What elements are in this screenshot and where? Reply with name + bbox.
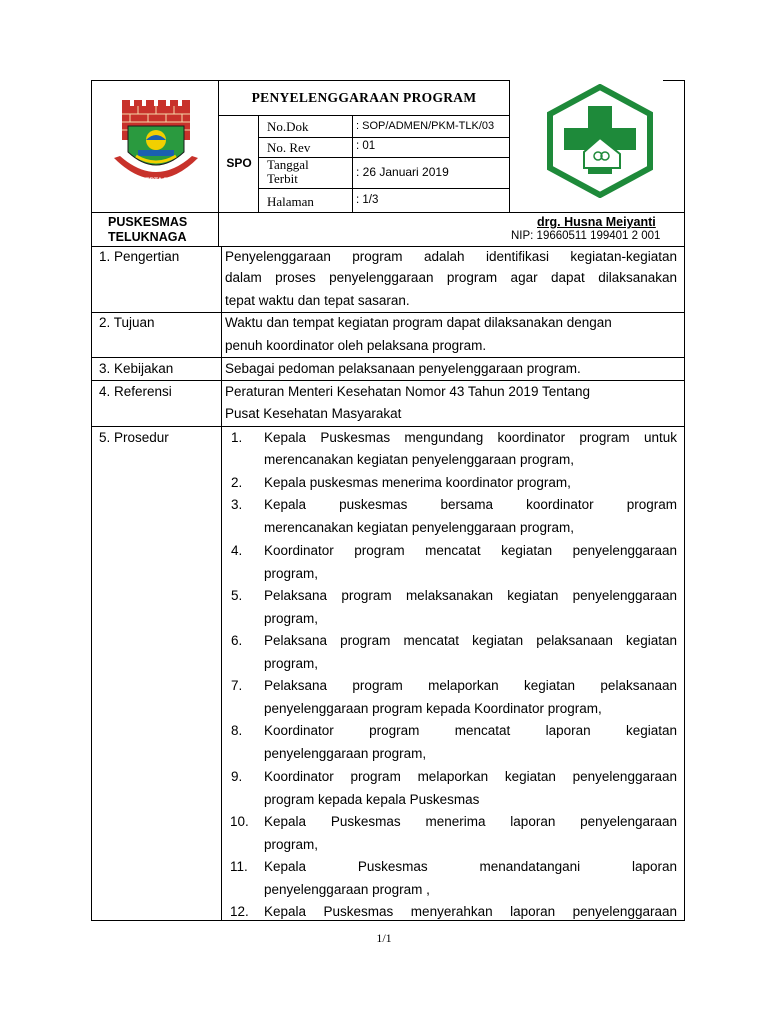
step-line: Pelaksana program mencatat kegiatan pelaksanaan kegiatan xyxy=(264,633,677,648)
divider-h-title xyxy=(218,115,509,116)
meta-value-no-rev: : 01 xyxy=(356,140,376,152)
step-number: 9. xyxy=(231,769,243,784)
pengertian-line-3: tepat waktu dan tepat sasaran. xyxy=(225,293,410,308)
pengertian-line-2: dalam proses penyelenggaraan program agar dapat dilaksanakan xyxy=(225,270,677,285)
tujuan-line-2: penuh koordinator oleh pelaksana program. xyxy=(225,338,487,353)
step-number: 10. xyxy=(230,814,249,829)
section-label-referensi: 4. Referensi xyxy=(99,384,172,399)
divider-h-row3 xyxy=(258,188,509,189)
meta-label-tanggal: Tanggal Terbit xyxy=(267,157,309,186)
section-label-pengertian: 1. Pengertian xyxy=(99,249,180,264)
frame-left xyxy=(91,80,92,920)
referensi-line-2: Pusat Kesehatan Masyarakat xyxy=(225,406,402,421)
tujuan-line-1: Waktu dan tempat kegiatan program dapat dilaksanakan dengan xyxy=(225,315,612,330)
kebijakan-line-1: Sebagai pedoman pelaksanaan penyelenggaraan program. xyxy=(225,361,581,376)
divider-v-body xyxy=(221,246,222,920)
step-line: program, xyxy=(264,566,319,581)
signer-nip: NIP: 19660511 199401 2 001 xyxy=(511,230,661,242)
step-number: 8. xyxy=(231,723,243,738)
document-title: PENYELENGGARAAN PROGRAM xyxy=(251,90,477,105)
step-line: merencanakan kegiatan penyelenggaraan program, xyxy=(264,452,574,467)
divider-h-row1 xyxy=(258,137,509,138)
pengertian-line-1: Penyelenggaraan program adalah identifikasi kegiatan-kegiatan xyxy=(225,249,677,264)
step-number: 7. xyxy=(231,678,243,693)
meta-label-no-rev: No. Rev xyxy=(267,140,311,155)
referensi-line-1: Peraturan Menteri Kesehatan Nomor 43 Tahun 2019 Tentang xyxy=(225,384,591,399)
meta-label-halaman: Halaman xyxy=(267,194,314,209)
meta-label-no-dok: No.Dok xyxy=(267,119,309,134)
step-line: Koordinator program melaporkan kegiatan penyelenggaraan xyxy=(264,769,677,784)
step-line: Pelaksana program melaksanakan kegiatan penyelenggaraan xyxy=(264,588,677,603)
step-line: penyelenggaraan program , xyxy=(264,882,430,897)
meta-value-no-dok: : SOP/ADMEN/PKM-TLK/03 xyxy=(356,120,495,132)
step-line: Kepala puskesmas bersama koordinator program xyxy=(264,497,677,512)
step-line: Kepala Puskesmas mengundang koordinator program untuk xyxy=(264,430,677,445)
divider-v-value xyxy=(352,115,353,212)
step-line: Kepala Puskesmas menerima laporan penyelengaraan xyxy=(264,814,677,829)
puskesmas-green-cross-icon xyxy=(540,84,660,198)
step-line: Kepala puskesmas menerima koordinator program, xyxy=(264,475,571,490)
org-name-line1: PUSKESMAS xyxy=(108,215,188,229)
section-label-tujuan: 2. Tujuan xyxy=(99,315,155,330)
step-line: Pelaksana program melaporkan kegiatan pelaksanaan xyxy=(264,678,677,693)
section-label-prosedur: 5. Prosedur xyxy=(99,430,169,445)
signer-name: drg. Husna Meiyanti xyxy=(537,215,656,229)
step-line: program, xyxy=(264,611,319,626)
step-line: penyelenggaraan program kepada Koordinator program, xyxy=(264,701,602,716)
step-line: program kepada kepala Puskesmas xyxy=(264,792,480,807)
section-label-kebijakan: 3. Kebijakan xyxy=(99,361,174,376)
divider-v-right xyxy=(509,80,510,212)
step-number: 2. xyxy=(231,475,243,490)
step-number: 5. xyxy=(231,588,243,603)
step-line: merencanakan kegiatan penyelenggaraan program, xyxy=(264,520,574,535)
step-line: Kepala Puskesmas menandatangani laporan xyxy=(264,859,677,874)
page-number: 1/1 xyxy=(376,931,392,945)
frame-top-right xyxy=(663,80,684,81)
step-number: 3. xyxy=(231,497,243,512)
step-number: 11. xyxy=(230,859,248,874)
step-line: program, xyxy=(264,837,319,852)
step-number: 6. xyxy=(231,633,243,648)
step-line: Kepala Puskesmas menyerahkan laporan penyelenggaraan xyxy=(264,904,677,919)
frame-top-left xyxy=(91,80,509,81)
step-line: Koordinator program mencatat laporan kegiatan xyxy=(264,723,677,738)
org-name-line2: TELUKNAGA xyxy=(108,230,187,244)
step-number: 1. xyxy=(231,430,243,445)
tangerang-regency-seal-icon xyxy=(108,96,204,196)
step-number: 12. xyxy=(230,904,249,919)
step-line: program, xyxy=(264,656,319,671)
meta-value-halaman: : 1/3 xyxy=(356,194,379,206)
divider-h-header-bottom xyxy=(91,212,685,213)
spo-label: SPO xyxy=(226,156,252,170)
seal-ribbon-text: KARYA KERTA RAHARJA xyxy=(116,177,196,184)
meta-value-tanggal: : 26 Januari 2019 xyxy=(356,165,449,179)
step-line: Koordinator program mencatat kegiatan penyelenggaraan xyxy=(264,543,677,558)
step-number: 4. xyxy=(231,543,243,558)
frame-right xyxy=(684,80,685,920)
step-line: penyelenggaraan program, xyxy=(264,746,427,761)
